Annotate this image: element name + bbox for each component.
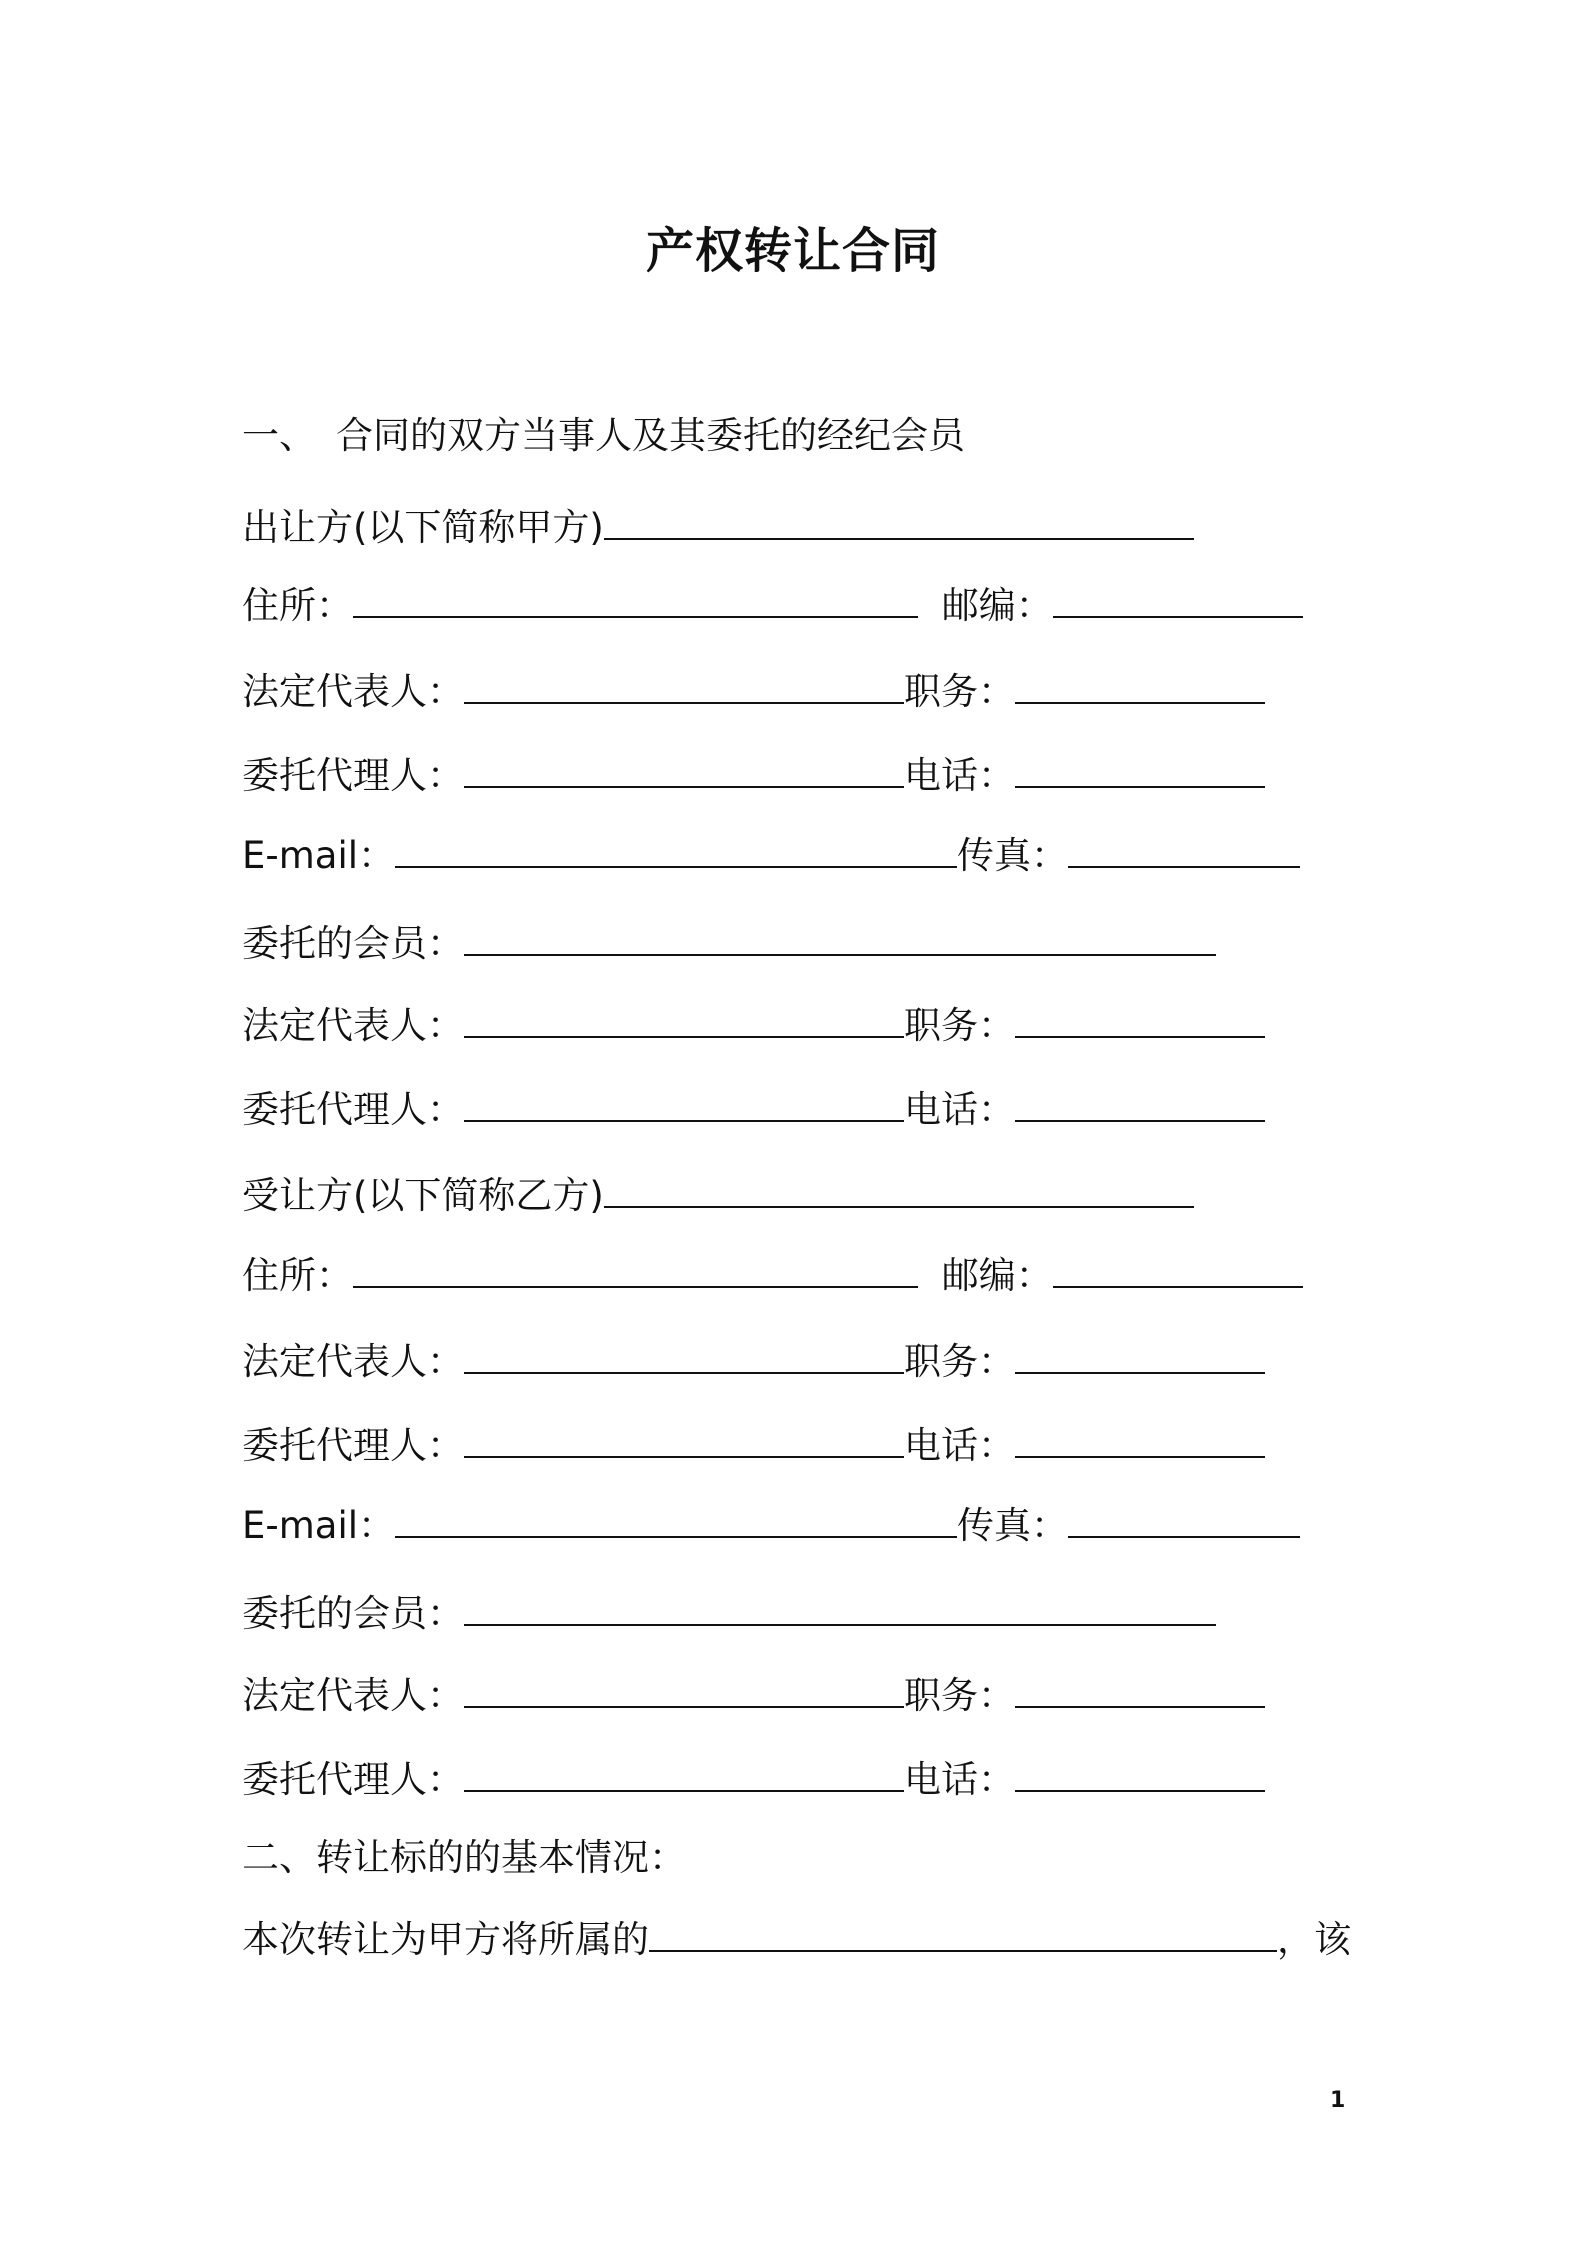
party-b-member-legal-rep-label: 法定代表人： [242, 1674, 464, 1717]
party-b-position-field[interactable] [1015, 1342, 1265, 1374]
party-b-address-row [242, 1250, 1303, 1302]
section-2-subject-field[interactable] [649, 1920, 1277, 1952]
party-a-email-field[interactable] [395, 836, 957, 868]
party-b-position-label: 职务： [904, 1340, 1015, 1383]
party-b-legal-rep-row [242, 1336, 1265, 1388]
party-a-position-label: 职务： [904, 670, 1015, 713]
party-b-member-agent-label: 委托代理人： [242, 1758, 464, 1801]
party-b-member-legal-rep-row [242, 1670, 1265, 1722]
party-b-fax-label: 传真： [957, 1504, 1069, 1547]
party-a-legal-rep-row [242, 666, 1265, 718]
party-a-row [242, 502, 1194, 554]
party-b-postcode-field[interactable] [1053, 1256, 1303, 1288]
party-a-name-field[interactable] [604, 508, 1194, 540]
party-b-member-phone-label: 电话： [904, 1758, 1015, 1801]
party-b-member-legal-rep-field[interactable] [464, 1676, 904, 1708]
party-a-member-label: 委托的会员： [242, 922, 464, 965]
party-b-member-agent-row [242, 1754, 1265, 1806]
party-a-position-field[interactable] [1015, 672, 1265, 704]
party-b-member-position-label: 职务： [904, 1674, 1015, 1717]
party-a-phone-label: 电话： [904, 754, 1015, 797]
party-b-label: 受让方(以下简称乙方) [242, 1174, 604, 1217]
party-a-address-field[interactable] [353, 586, 918, 618]
document-title: 产权转让合同 [645, 223, 940, 279]
party-b-postcode-label: 邮编： [941, 1254, 1053, 1297]
party-a-member-row [242, 918, 1216, 970]
page-number: 1 [1330, 2088, 1346, 2113]
section-2-body-start: 本次转让为甲方将所属的 [242, 1918, 649, 1961]
party-a-member-field[interactable] [464, 924, 1216, 956]
party-b-legal-rep-field[interactable] [464, 1342, 904, 1374]
party-a-member-phone-label: 电话： [904, 1088, 1015, 1131]
party-b-email-field[interactable] [395, 1506, 957, 1538]
party-a-member-agent-label: 委托代理人： [242, 1088, 464, 1131]
party-a-legal-rep-field[interactable] [464, 672, 904, 704]
party-b-agent-row [242, 1420, 1265, 1472]
party-b-member-row [242, 1588, 1216, 1640]
party-b-email-label: E-mail： [242, 1504, 396, 1547]
party-a-member-legal-rep-field[interactable] [464, 1006, 904, 1038]
party-a-email-label: E-mail： [242, 834, 396, 877]
party-b-legal-rep-label: 法定代表人： [242, 1340, 464, 1383]
section-2-body-end: ，该 [1277, 1918, 1351, 1961]
section-2-heading: 二、转让标的的基本情况： [242, 1836, 686, 1879]
party-b-member-position-field[interactable] [1015, 1676, 1265, 1708]
party-a-member-position-label: 职务： [904, 1004, 1015, 1047]
party-b-member-field[interactable] [464, 1594, 1216, 1626]
party-b-phone-label: 电话： [904, 1424, 1015, 1467]
party-a-phone-field[interactable] [1015, 756, 1265, 788]
section-1-heading [242, 410, 965, 462]
party-b-agent-label: 委托代理人： [242, 1424, 464, 1467]
party-a-postcode-field[interactable] [1053, 586, 1303, 618]
section-2-body-row [242, 1914, 1351, 1966]
party-b-address-label: 住所： [242, 1254, 353, 1297]
party-a-address-label: 住所： [242, 584, 353, 627]
party-a-label: 出让方(以下简称甲方) [242, 506, 604, 549]
party-a-agent-label: 委托代理人： [242, 754, 464, 797]
party-b-email-row [242, 1500, 1300, 1552]
party-b-row [242, 1170, 1194, 1222]
party-a-legal-rep-label: 法定代表人： [242, 670, 464, 713]
party-a-agent-field[interactable] [464, 756, 904, 788]
party-b-address-field[interactable] [353, 1256, 918, 1288]
party-a-fax-label: 传真： [957, 834, 1069, 877]
section-1-title: 合同的双方当事人及其委托的经纪会员 [336, 414, 965, 457]
party-a-postcode-label: 邮编： [941, 584, 1053, 627]
party-b-phone-field[interactable] [1015, 1426, 1265, 1458]
party-b-member-label: 委托的会员： [242, 1592, 464, 1635]
party-a-member-phone-field[interactable] [1015, 1090, 1265, 1122]
party-a-agent-row [242, 750, 1265, 802]
party-a-member-legal-rep-label: 法定代表人： [242, 1004, 464, 1047]
party-a-member-agent-row [242, 1084, 1265, 1136]
party-a-member-position-field[interactable] [1015, 1006, 1265, 1038]
party-a-address-row [242, 580, 1303, 632]
party-a-member-legal-rep-row [242, 1000, 1265, 1052]
party-a-member-agent-field[interactable] [464, 1090, 904, 1122]
party-b-member-agent-field[interactable] [464, 1760, 904, 1792]
party-b-fax-field[interactable] [1068, 1506, 1300, 1538]
party-a-email-row [242, 830, 1300, 882]
party-b-agent-field[interactable] [464, 1426, 904, 1458]
section-1-number: 一、 [242, 414, 316, 457]
party-a-fax-field[interactable] [1068, 836, 1300, 868]
party-b-name-field[interactable] [604, 1176, 1194, 1208]
party-b-member-phone-field[interactable] [1015, 1760, 1265, 1792]
